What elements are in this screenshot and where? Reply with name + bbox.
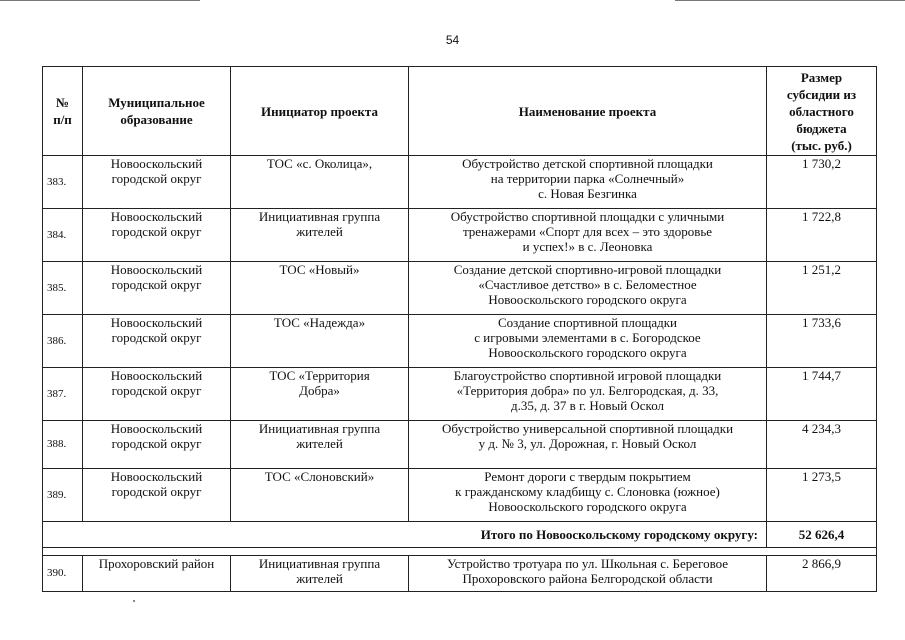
text-line: Новооскольский — [110, 156, 203, 171]
header-line: п/п — [53, 112, 72, 127]
text-line: городской округ — [111, 383, 202, 398]
row-number: 386. — [43, 315, 83, 368]
row-municipality — [83, 368, 231, 421]
text-line: городской округ — [111, 277, 202, 292]
total-row — [43, 522, 877, 548]
row-project — [409, 156, 767, 209]
text-line: Обустройство детской спортивной площадки — [462, 156, 713, 171]
text-line: ТОС «с. Околица», — [266, 156, 373, 171]
row-initiator — [231, 368, 409, 421]
header-subsidy — [767, 67, 877, 156]
row-project — [409, 209, 767, 262]
text-line: жителей — [296, 571, 343, 586]
row-municipality — [83, 556, 231, 592]
text-line: Устройство тротуара по ул. Школьная с. Береговое — [446, 556, 729, 571]
text-line: «Счастливое детство» в с. Беломестное — [478, 277, 697, 292]
row-initiator — [231, 262, 409, 315]
spacer-cell — [43, 548, 877, 556]
header-line: областного — [789, 103, 854, 119]
text-line: Новооскольский — [110, 209, 203, 224]
row-project — [409, 421, 767, 469]
text-line: жителей — [296, 436, 343, 451]
text-line: Инициативная группа — [258, 421, 381, 436]
row-number: 385. — [43, 262, 83, 315]
row-municipality — [83, 315, 231, 368]
row-project — [409, 262, 767, 315]
row-number: 390. — [43, 556, 83, 592]
header-line: № — [55, 95, 70, 110]
text-line: Ремонт дороги с твердым покрытием — [484, 469, 691, 484]
row-project — [409, 556, 767, 592]
text-line: городской округ — [111, 171, 202, 186]
text-line: Создание детской спортивно-игровой площадки — [453, 262, 722, 277]
row-number: 383. — [43, 156, 83, 209]
table-header-row — [43, 67, 877, 156]
spacer-row — [43, 548, 877, 556]
text-line: Добра» — [299, 383, 340, 398]
text-line: с игровыми элементами в с. Богородское — [474, 330, 701, 345]
text-line: у д. № 3, ул. Дорожная, г. Новый Оскол — [478, 436, 697, 451]
text-line: Обустройство спортивной площадки с уличными — [450, 209, 725, 224]
row-number: 388. — [43, 421, 83, 469]
page-number: 54 — [445, 33, 460, 47]
row-number: 387. — [43, 368, 83, 421]
row-municipality — [83, 156, 231, 209]
table-row — [43, 156, 877, 209]
row-municipality — [83, 262, 231, 315]
text-line: Новооскольский — [110, 368, 203, 383]
header-num — [43, 67, 83, 156]
header-line: Муниципальное — [108, 95, 205, 110]
row-amount: 1 744,7 — [767, 368, 877, 421]
text-line: Новооскольского городского округа — [488, 345, 687, 360]
text-line: Новооскольский — [110, 421, 203, 436]
row-amount: 4 234,3 — [767, 421, 877, 469]
row-amount: 1 251,2 — [767, 262, 877, 315]
row-initiator — [231, 315, 409, 368]
text-line: с. Новая Безгинка — [538, 186, 637, 201]
table-row — [43, 556, 877, 592]
text-line: д.35, д. 37 в г. Новый Оскол — [510, 398, 665, 413]
text-line: Обустройство универсальной спортивной площадки — [441, 421, 734, 436]
header-line: образование — [120, 112, 193, 127]
row-project — [409, 368, 767, 421]
row-number: 389. — [43, 469, 83, 522]
text-line: городской округ — [111, 436, 202, 451]
row-initiator — [231, 469, 409, 522]
row-initiator — [231, 156, 409, 209]
row-initiator — [231, 556, 409, 592]
table-row — [43, 209, 877, 262]
row-municipality — [83, 421, 231, 469]
row-project — [409, 315, 767, 368]
subsidy-table — [42, 66, 877, 592]
table-row — [43, 262, 877, 315]
text-line: «Территория добра» по ул. Белгородская, д. 33, — [456, 383, 719, 398]
total-value: 52 626,4 — [767, 522, 877, 548]
table-row — [43, 315, 877, 368]
table-row — [43, 368, 877, 421]
row-initiator — [231, 421, 409, 469]
header-initiator: Инициатор проекта — [231, 67, 409, 156]
text-line: Новооскольский — [110, 315, 203, 330]
text-line: Новооскольский — [110, 262, 203, 277]
row-amount: 1 730,2 — [767, 156, 877, 209]
text-line: городской округ — [111, 484, 202, 499]
text-line: Инициативная группа — [258, 556, 381, 571]
header-project: Наименование проекта — [409, 67, 767, 156]
text-line: Новооскольский — [110, 469, 203, 484]
header-line: бюджета — [796, 120, 847, 136]
text-line: на территории парка «Солнечный» — [490, 171, 685, 186]
text-line: Новооскольского городского округа — [488, 499, 687, 514]
text-line: Прохоровского района Белгородской области — [462, 571, 713, 586]
scan-edge-line — [0, 0, 200, 1]
header-line: (тыс. руб.) — [791, 137, 852, 153]
text-line: Благоустройство спортивной игровой площадки — [453, 368, 722, 383]
scan-speck — [133, 600, 135, 602]
row-amount: 1 733,6 — [767, 315, 877, 368]
header-line: субсидии из — [786, 86, 857, 102]
row-initiator — [231, 209, 409, 262]
row-amount: 1 273,5 — [767, 469, 877, 522]
scan-edge-line — [675, 0, 905, 1]
header-municipality — [83, 67, 231, 156]
header-line: Размер — [800, 69, 843, 85]
row-amount: 1 722,8 — [767, 209, 877, 262]
table-row — [43, 421, 877, 469]
row-amount: 2 866,9 — [767, 556, 877, 592]
row-number: 384. — [43, 209, 83, 262]
text-line: Создание спортивной площадки — [498, 315, 677, 330]
text-line: и успех!» в с. Леоновка — [522, 239, 653, 254]
row-project — [409, 469, 767, 522]
text-line: ТОС «Новый» — [279, 262, 360, 277]
text-line: городской округ — [111, 330, 202, 345]
table-row — [43, 469, 877, 522]
text-line: Инициативная группа — [258, 209, 381, 224]
text-line: Прохоровский район — [98, 556, 215, 571]
text-line: ТОС «Территория — [269, 368, 370, 383]
row-municipality — [83, 209, 231, 262]
text-line: ТОС «Надежда» — [273, 315, 366, 330]
text-line: ТОС «Слоновский» — [264, 469, 375, 484]
text-line: Новооскольского городского округа — [488, 292, 687, 307]
total-label: Итого по Новооскольскому городскому округу: — [43, 522, 767, 548]
text-line: городской округ — [111, 224, 202, 239]
row-municipality — [83, 469, 231, 522]
text-line: к гражданскому кладбищу с. Слоновка (южное) — [455, 484, 720, 499]
text-line: тренажерами «Спорт для всех – это здоровье — [462, 224, 713, 239]
text-line: жителей — [296, 224, 343, 239]
